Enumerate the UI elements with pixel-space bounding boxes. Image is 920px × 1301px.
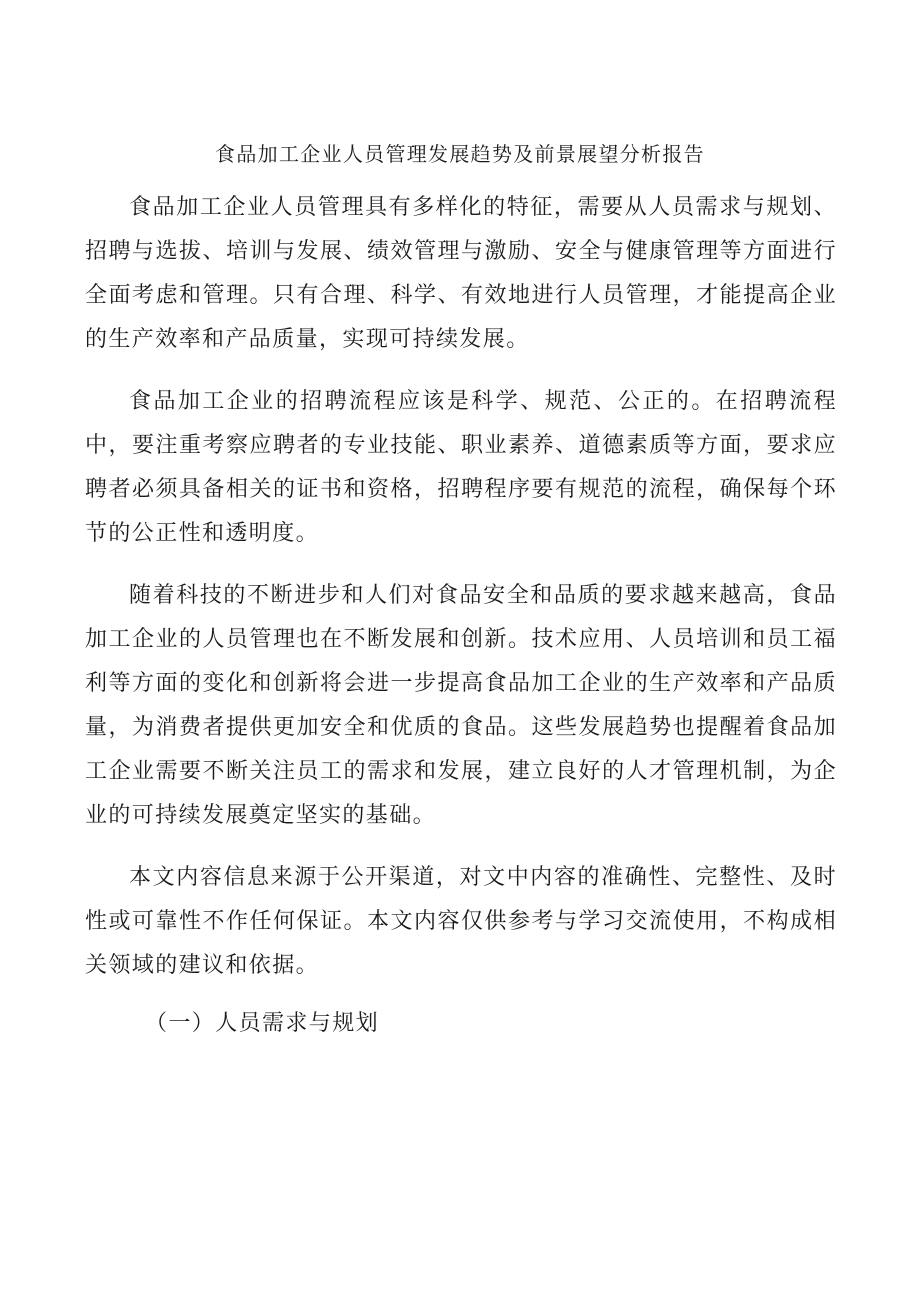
document-title: 食品加工企业人员管理发展趋势及前景展望分析报告 bbox=[215, 142, 705, 166]
paragraph-trends: 随着科技的不断进步和人们对食品安全和品质的要求越来越高，食品加工企业的人员管理也在不断发展和创新。技术应用、人员培训和员工福利等方面的变化和创新将会进一步提高食品加工企业的生产效率和产品质量，为消费者提供更加安全和优质的食品。这些发展趋势也提醒着食品加工企业需要不断关注员工的需求和发展，建立良好的人才管理机制，为企业的可持续发展奠定坚实的基础。 bbox=[85, 583, 837, 828]
paragraph-recruitment: 食品加工企业的招聘流程应该是科学、规范、公正的。在招聘流程中，要注重考察应聘者的专业技能、职业素养、道德素质等方面，要求应聘者必须具备相关的证书和资格，招聘程序要有规范的流程，确保每个环节的公正性和透明度。 bbox=[85, 389, 837, 546]
section-heading: （一）人员需求与规划 bbox=[145, 1011, 380, 1036]
paragraph-disclaimer: 本文内容信息来源于公开渠道，对文中内容的准确性、完整性、及时性或可靠性不作任何保证。本文内容仅供参考与学习交流使用，不构成相关领域的建议和依据。 bbox=[85, 865, 837, 978]
document-body bbox=[85, 186, 837, 1042]
paragraph-intro: 食品加工企业人员管理具有多样化的特征，需要从人员需求与规划、招聘与选拔、培训与发展、绩效管理与激励、安全与健康管理等方面进行全面考虑和管理。只有合理、科学、有效地进行人员管理，才能提高企业的生产效率和产品质量，实现可持续发展。 bbox=[85, 195, 837, 352]
